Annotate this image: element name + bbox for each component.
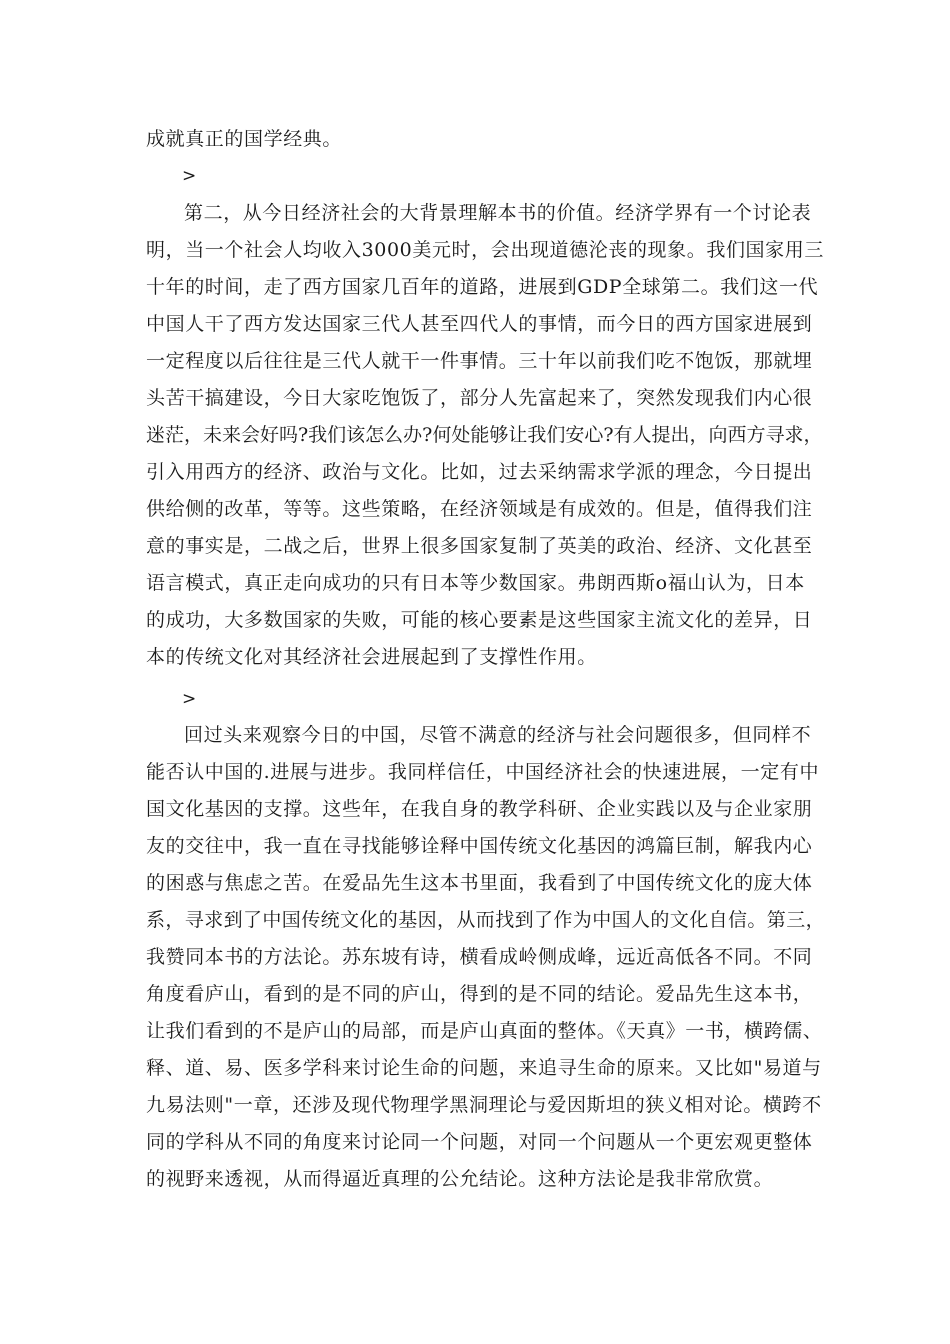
text-line: 释、道、易、医多学科来讨论生命的问题，来追寻生命的原来。又比如"易道与 — [146, 1057, 822, 1079]
text-line: 明，当一个社会人均收入3000美元时，会出现道德沦丧的现象。我们国家用三 — [146, 239, 824, 261]
text-line: 的困惑与焦虑之苦。在爱品先生这本书里面，我看到了中国传统文化的庞大体 — [146, 872, 813, 894]
text-line: 友的交往中，我一直在寻找能够诠释中国传统文化基因的鸿篇巨制，解我内心 — [146, 835, 813, 857]
text-line: 本的传统文化对其经济社会进展起到了支撑性作用。 — [146, 646, 597, 668]
text-line: 头苦干搞建设，今日大家吃饱饭了，部分人先富起来了，突然发现我们内心很 — [146, 387, 813, 409]
text-line: 的视野来透视，从而得逼近真理的公允结论。这种方法论是我非常欣赏。 — [146, 1168, 774, 1190]
text-line: 能否认中国的.进展与进步。我同样信任，中国经济社会的快速进展，一定有中 — [146, 761, 820, 783]
text-line: 中国人干了西方发达国家三代人甚至四代人的事情，而今日的西方国家进展到 — [146, 313, 813, 335]
text-line: 同的学科从不同的角度来讨论同一个问题，对同一个问题从一个更宏观更整体 — [146, 1131, 813, 1153]
text-line: 一定程度以后往往是三代人就干一件事情。三十年以前我们吃不饱饭，那就埋 — [146, 350, 813, 372]
text-line: 国文化基因的支撑。这些年，在我自身的教学科研、企业实践以及与企业家朋 — [146, 798, 813, 820]
text-line: 系，寻求到了中国传统文化的基因，从而找到了作为中国人的文化自信。第三， — [146, 909, 826, 931]
paragraph-first-line: 第二，从今日经济社会的大背景理解本书的价值。经济学界有一个讨论表 — [184, 202, 812, 224]
text-line: 十年的时间，走了西方国家几百年的道路，进展到GDP全球第二。我们这一代 — [146, 276, 819, 298]
text-line: 语言模式，真正走向成功的只有日本等少数国家。弗朗西斯o福山认为，日本 — [146, 572, 805, 594]
text-line: 迷茫，未来会好吗?我们该怎么办?何处能够让我们安心?有人提出，向西方寻求， — [146, 424, 823, 446]
text-line: 意的事实是，二战之后，世界上很多国家复制了英美的政治、经济、文化甚至 — [146, 535, 813, 557]
text-line: 让我们看到的不是庐山的局部，而是庐山真面的整体。《天真》一书，横跨儒、 — [146, 1020, 823, 1042]
paragraph-first-line: 回过头来观察今日的中国，尽管不满意的经济与社会问题很多，但同样不 — [184, 724, 812, 746]
text-line: 引入用西方的经济、政治与文化。比如，过去采纳需求学派的理念，今日提出 — [146, 461, 813, 483]
text-line: 角度看庐山，看到的是不同的庐山，得到的是不同的结论。爱品先生这本书， — [146, 983, 813, 1005]
text-line: 成就真正的国学经典。 — [146, 128, 343, 150]
text-line: 的成功，大多数国家的失败，可能的核心要素是这些国家主流文化的差异，日 — [146, 609, 813, 631]
text-line: 九易法则"一章，还涉及现代物理学黑洞理论与爱因斯坦的狭义相对论。横跨不 — [146, 1094, 822, 1116]
text-line: 供给侧的改革，等等。这些策略，在经济领域是有成效的。但是，值得我们注 — [146, 498, 813, 520]
chevron-right-icon: > — [182, 689, 197, 709]
chevron-right-icon: > — [182, 166, 197, 186]
text-line: 我赞同本书的方法论。苏东坡有诗，横看成岭侧成峰，远近高低各不同。不同 — [146, 946, 813, 968]
